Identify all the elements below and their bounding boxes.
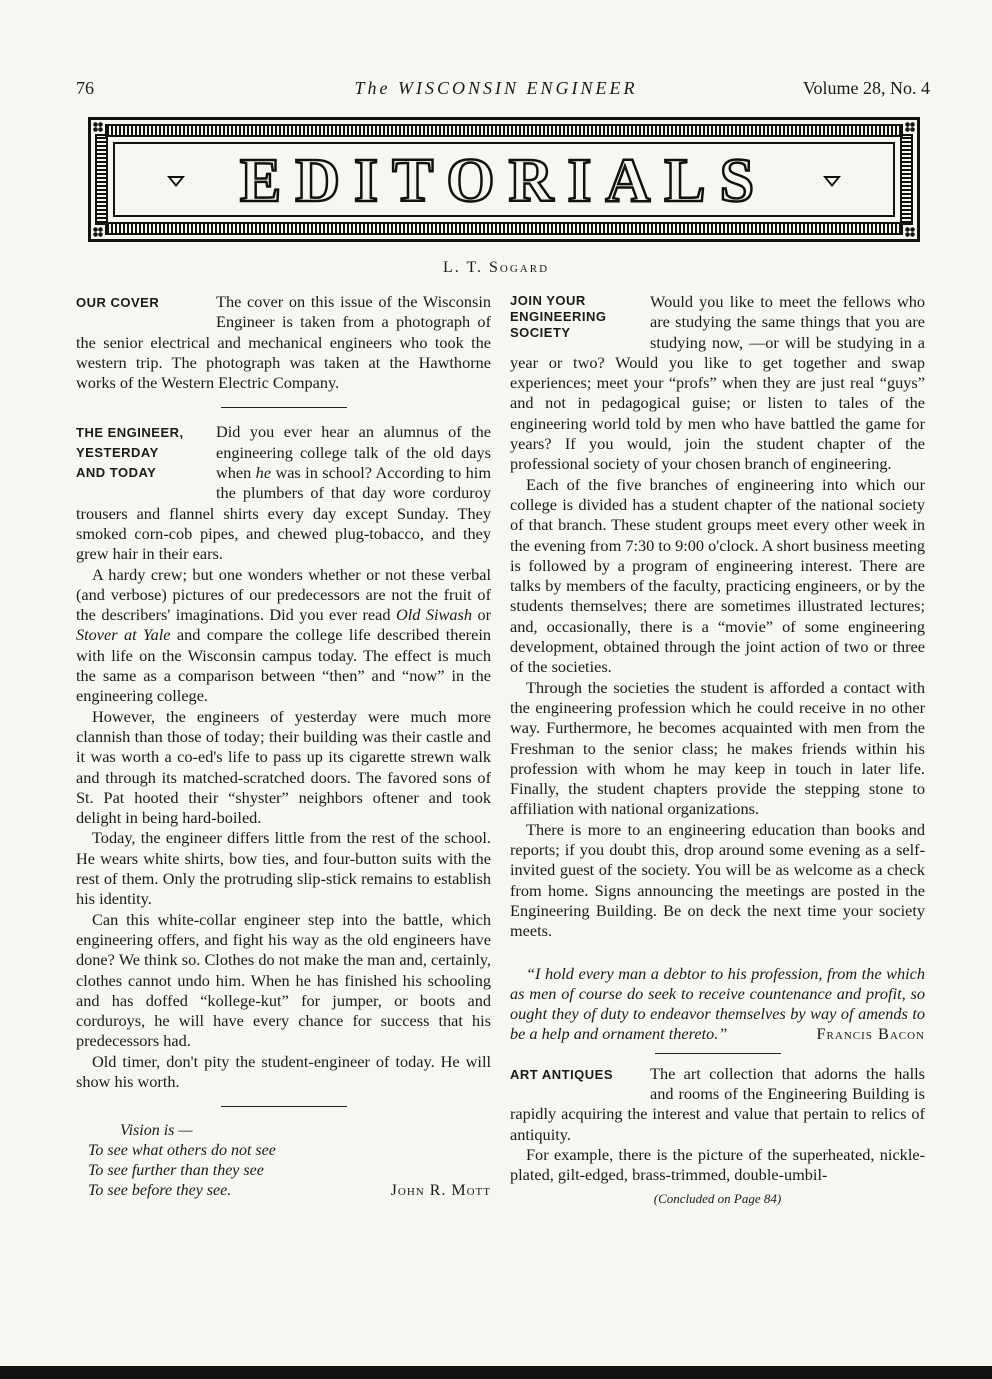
paragraph: The cover on this issue of the Wisconsin Engineer is taken from a photograph of the senior electrical and mechanical engineers who took the western trip. The photograph was taken at the Hawthorne works of the Western Electric Company. xyxy=(76,292,491,393)
banner-corner-ornament xyxy=(905,122,915,132)
article-our-cover xyxy=(76,292,491,393)
paragraph xyxy=(76,565,491,707)
author-byline: L. T. Sogard xyxy=(442,259,550,276)
heading-line: OUR COVER xyxy=(76,295,160,310)
banner-corner-ornament xyxy=(905,227,915,237)
page-number: 76 xyxy=(76,78,94,98)
editorials-banner xyxy=(88,117,920,242)
running-title: The WISCONSIN ENGINEER xyxy=(354,78,638,98)
heading-line: THE ENGINEER, xyxy=(76,425,184,441)
poem-line: To see further than they see xyxy=(88,1162,264,1180)
heading-line: ART ANTIQUES xyxy=(510,1066,614,1082)
banner-title: EDITORIALS xyxy=(239,147,769,215)
heading-line: ENGINEERING xyxy=(510,309,607,324)
article-art-antiques xyxy=(510,1064,925,1210)
divider xyxy=(221,1106,347,1107)
quotation xyxy=(510,964,925,1045)
divider xyxy=(221,407,347,408)
article-engineer-yesterday xyxy=(76,422,491,1092)
section-heading xyxy=(510,293,650,341)
book-title: Stover at Yale xyxy=(76,625,171,645)
volume-number: Volume 28, No. 4 xyxy=(802,78,930,98)
heading-line: YESTERDAY xyxy=(76,445,159,461)
book-title: Old Siwash xyxy=(395,605,472,625)
poem-line xyxy=(76,1181,491,1201)
poem-line: To see what others do not see xyxy=(88,1142,276,1160)
banner-corner-ornament xyxy=(93,122,103,132)
quotation-author: Francis Bacon xyxy=(816,1024,925,1044)
section-heading xyxy=(76,293,216,313)
paragraph: The art collection that adorns the halls and rooms of the Engineering Building is rapidly acquiring the interest and value that pertain to relics of antiquity. xyxy=(510,1063,925,1144)
poem-line: Vision is — xyxy=(120,1122,193,1140)
banner-stripe-bottom xyxy=(105,222,903,235)
scan-edge-bar xyxy=(0,1366,992,1379)
paragraph: Old timer, don't pity the student-engineer of today. He will show his worth. xyxy=(76,1051,491,1091)
heading-line: AND TODAY xyxy=(76,465,157,481)
banner-stripe-top xyxy=(105,124,903,137)
section-heading xyxy=(510,1065,650,1085)
paragraph: Today, the engineer differs little from the rest of the school. He wears white shirts, bow ties, and four-button suits with the rest of them. Only the protruding slip-stick remains to establish his identity. xyxy=(76,828,491,909)
text-run: A hardy crew; but one wonders whether or not these verbal (and verbose) pictures of our predecessors are not the fruit of the describers' imaginations. Did you ever read xyxy=(76,564,491,625)
heading-line: SOCIETY xyxy=(510,325,571,340)
paragraph: Can this white-collar engineer step into the battle, which engineering offers, and fight his way as the old engineers have done? We think so. Clothes do not make the man and, certainly, clothes cannot undo him. When he has finished his schooling and has doffed “kollege-kut” for jumper, or boots and corduroys, he will have every chance for success that his predecessors had. xyxy=(76,909,491,1051)
poem-author: John R. Mott xyxy=(390,1182,491,1200)
quotation-text: “I hold every man a debtor to his profession, from the which as men of course do seek to receive countenance and profit, so ought they of duty to endeavor themselves by way of amends to be a help and ornament thereto.” xyxy=(510,963,925,1044)
section-heading xyxy=(76,423,216,483)
emphasis: he xyxy=(255,463,272,483)
divider xyxy=(655,1053,781,1054)
banner-corner-ornament xyxy=(93,227,103,237)
left-column xyxy=(76,292,491,1201)
text-run: was in school? According to him the plumbers of that day wore corduroy trousers and flannel shirts every day except Sunday. They smoked corn-cob pipes, and chewed plug-tobacco, and they grew hair in their ears. xyxy=(76,463,491,564)
continuation-note: (Concluded on Page 84) xyxy=(653,1191,782,1207)
paragraph: Would you like to meet the fellows who are studying the same things that you are studying now, —or will be studying in a year or two? Would you like to get together and swap experiences; meet your “profs” when they are just real “guys” and not in pedagogical guise; or listen to tales of the engineering world told by men who have battled the game for years? If you would, join the student chapter of the professional society of your chosen branch of engineering. xyxy=(510,292,925,474)
right-column xyxy=(510,292,925,1210)
paragraph: There is more to an engineering education than books and reports; if you doubt this, drop around some evening as a self-invited guest of the society. You will be as welcome as a check from home. Signs announcing the meetings are posted in the Engineering Building. Be on deck the next time your society meets. xyxy=(510,819,925,941)
paragraph: For example, there is the picture of the superheated, nickle-plated, gilt-edged, brass-trimmed, double-umbil- xyxy=(510,1144,925,1185)
paragraph: Each of the five branches of engineering into which our college is divided has a student chapter of the national society of that branch. These student groups meet every other week in the evening from 7:30 to 9:00 o'clock. A short business meeting is followed by a program of engineering interest. There are talks by members of the faculty, practicing engineers, or by the students themselves; there are sometimes illustrated lectures; and, occasionally, there is a “movie” of some engineering development, obtained through the joint action of two or three of the societies. xyxy=(510,474,925,677)
article-join-society xyxy=(510,292,925,942)
text-run: and compare the college life described therein with life on the Wisconsin campus today. The effect is much the same as a comparison between “then” and “now” in the engineering college. xyxy=(76,625,491,706)
poem-line-text: To see before they see. xyxy=(88,1182,232,1200)
text-run: or xyxy=(472,605,492,625)
poem xyxy=(76,1121,491,1201)
paragraph: Through the societies the student is afforded a contact with the engineering profession which he could receive in no other way. Furthermore, he becomes acquainted with men from the Freshman to the senior class; he makes friends within his profession with whom he may keep in touch in later life. Finally, the student chapters provide the stepping stone to affiliation with national organizations. xyxy=(510,677,925,819)
paragraph: However, the engineers of yesterday were much more clannish than those of today; their building was their castle and it was worth a co-ed's life to pass up its cigarette strewn walk and through its matched-scratched doors. The favored sons of St. Pat hooted their “shyster” neighbors oftener and took delight in being hard-boiled. xyxy=(76,706,491,828)
text-run: Did you ever hear an alumnus of the engineering college talk of the old days when xyxy=(216,422,491,483)
heading-line: JOIN YOUR xyxy=(510,293,586,308)
